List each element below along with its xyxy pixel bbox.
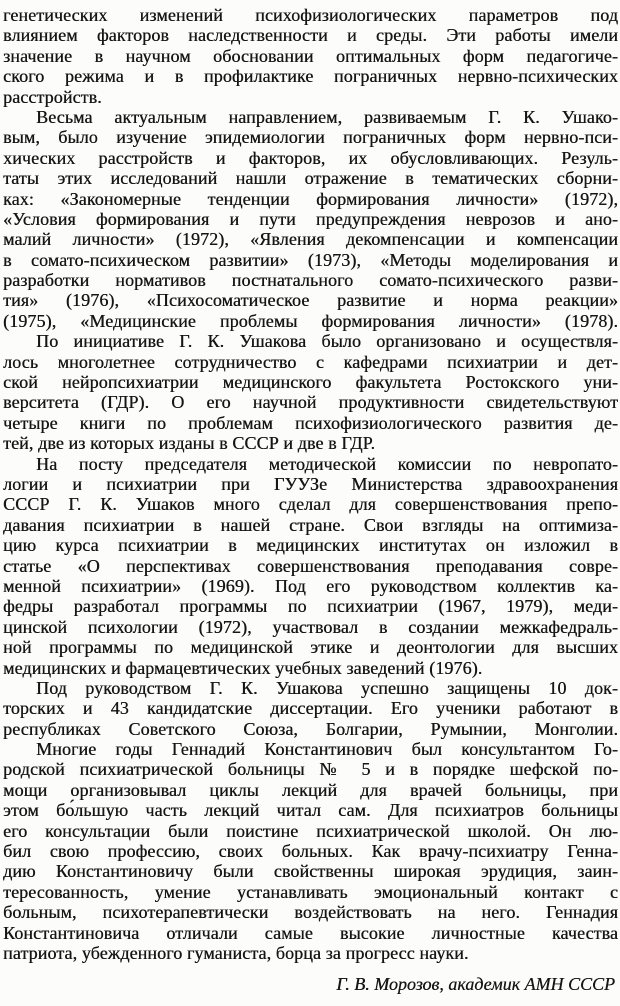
- text-line: Константиновича отличали самые высокие личностные качества: [3, 922, 618, 943]
- text-line: (1975), «Медицинские проблемы формирования личности» (1978).: [3, 310, 618, 331]
- text-line: Весьма актуальным направлением, развиваемым Г. К. Ушако-: [36, 106, 618, 127]
- text-line: ной программы по медицинской этике и деонтологии для высших: [3, 637, 618, 658]
- text-line: По инициативе Г. К. Ушакова было организовано и осуществля-: [36, 331, 618, 352]
- text-line: бил свою профессию, своих больных. Как врачу-психиатру Генна-: [3, 841, 618, 862]
- text-line: тей, две из которых изданы в СССР и две в ГДР.: [3, 433, 376, 454]
- text-line: хических расстройств и факторов, их обусловливающих. Резуль-: [3, 147, 618, 168]
- text-line: цию курса психиатрии в медицинских институтах он изложил в: [3, 535, 618, 556]
- text-line: вым, было изучение эпидемиологии пограничных форм нервно-пси-: [3, 127, 618, 148]
- text-line: ской нейропсихиатрии медицинского факультета Ростокского уни-: [3, 372, 618, 393]
- text-line: тия» (1976), «Психосоматическое развитие и норма реакции»: [3, 290, 618, 311]
- text-line: влиянием факторов наследственности и среды. Эти работы имели: [3, 25, 618, 46]
- text-line: федры разработал программы по психиатрии (1967, 1979), меди-: [3, 596, 618, 617]
- paragraph: [3, 454, 618, 678]
- text-line: логии и психиатрии при ГУУЗе Министерства здравоохранения: [3, 473, 618, 494]
- paragraph: [3, 678, 618, 739]
- paragraph: [3, 5, 618, 107]
- text-line: лось многолетнее сотрудничество с кафедрами психиатрии и дет-: [3, 351, 618, 372]
- text-line: цинской психологии (1972), участвовал в создании межкафедраль-: [3, 616, 618, 637]
- text-line: менной психиатрии» (1969). Под его руководством коллектив ка-: [3, 575, 618, 596]
- paragraph: [3, 739, 618, 963]
- text-line: больным, психотерапевтически воздействовать на него. Геннадия: [3, 902, 618, 923]
- text-line: расстройств.: [3, 86, 102, 107]
- text-line: ского режима и в профилактике пограничных нервно-психических: [3, 66, 618, 87]
- text-line: дию Константиновичу были свойственны широкая эрудиция, заин-: [3, 861, 618, 882]
- text-line: медицинских и фармацевтических учебных заведений (1976).: [3, 657, 483, 678]
- body-text: [3, 5, 618, 963]
- text-line: малий личности» (1972), «Явления декомпенсации и компенсации: [3, 229, 618, 250]
- text-line: тересованность, умение устанавливать эмоциональный контакт с: [3, 881, 618, 902]
- text-line: четыре книги по проблемам психофизиологического развития де-: [3, 412, 618, 433]
- text-line: этом бо́льшую часть лекций читал сам. Для психиатров больницы: [3, 800, 618, 821]
- text-line: торских и 43 кандидатские диссертации. Его ученики работают в: [3, 698, 618, 719]
- text-line: СССР Г. К. Ушаков много сделал для совершенствования препо-: [3, 494, 618, 515]
- text-line: статье «О перспективах совершенствования преподавания совре-: [3, 555, 618, 576]
- text-line: патриота, убежденного гуманиста, борца за прогресс науки.: [3, 942, 469, 963]
- text-line: разработки нормативов постнатального сомато-психического разви-: [3, 270, 618, 291]
- text-line: давания психиатрии в нашей стране. Свои взгляды на оптимиза-: [3, 514, 618, 535]
- text-line: родской психиатрической больницы № 5 и в порядке шефской по-: [3, 759, 618, 780]
- paragraph: [3, 331, 618, 453]
- text-line: таты этих исследований нашли отражение в тематических сборни-: [3, 168, 618, 189]
- text-line: На посту председателя методической комиссии по невропато-: [36, 453, 618, 474]
- text-line: «Условия формирования и пути предупреждения неврозов и ано-: [3, 208, 618, 229]
- text-line: Под руководством Г. К. Ушакова успешно защищены 10 док-: [36, 677, 618, 698]
- text-line: значение в научном обосновании оптимальных форм педагогиче-: [3, 45, 618, 66]
- text-line: в сомато-психическом развитии» (1973), «Методы моделирования и: [3, 249, 618, 270]
- text-line: республиках Советского Союза, Болгарии, Румынии, Монголии.: [3, 718, 618, 739]
- author-signature: Г. В. Морозов, академик АМН СССР: [336, 974, 615, 995]
- paragraph: [3, 107, 618, 331]
- text-line: верситета (ГДР). О его научной продуктивности свидетельствуют: [3, 392, 618, 413]
- text-line: его консультации были поистине психиатрической школой. Он лю-: [3, 820, 618, 841]
- text-line: мощи организовывал циклы лекций для врачей больницы, при: [3, 779, 618, 800]
- text-line: Многие годы Геннадий Константинович был консультантом Го-: [36, 739, 618, 760]
- text-line: ках: «Закономерные тенденции формирования личности» (1972),: [3, 188, 618, 209]
- text-line: генетических изменений психофизиологических параметров под: [3, 5, 618, 25]
